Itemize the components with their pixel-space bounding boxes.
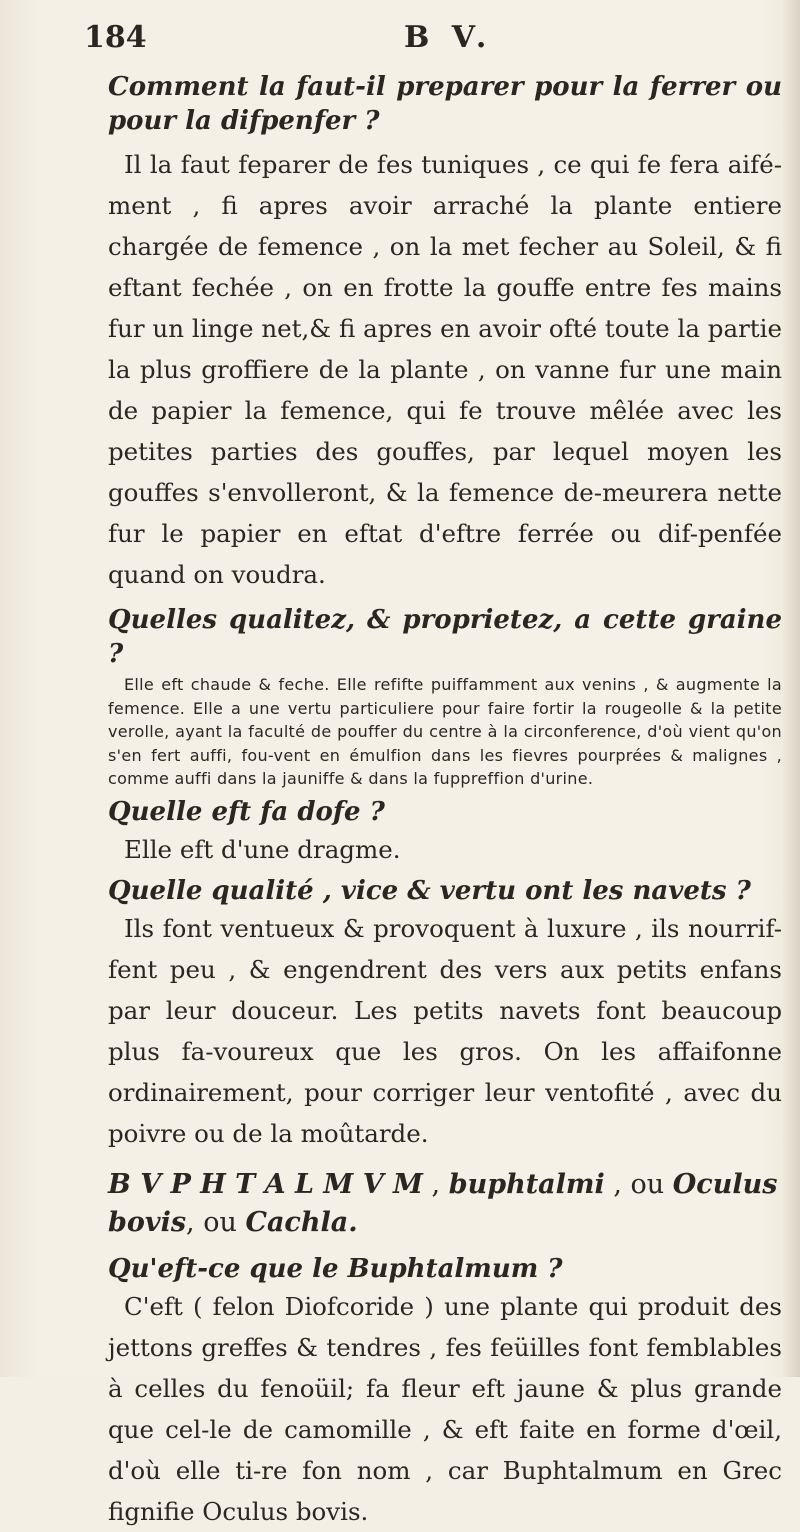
entry-sep-2: , ou: [604, 1168, 673, 1200]
question-buphtalmum: Qu'eft-ce que le Buphtalmum ?: [108, 1253, 563, 1284]
answer-buphtalmum: C'eft ( felon Diofcoride ) une plante qui produit des jettons greffes & tendres , fes feüilles font femblables à celles du fenoüil; fa fleur eft jaune & plus grande que cel-le de camomille , & eft faite en forme d'œil, d'où elle ti-re fon nom , car Buphtalmum en Grec fignifie Oculus bovis.: [108, 1291, 782, 1526]
answer-qualities: Elle eft chaude & feche. Elle refifte puiffamment aux venins , & augmente la femence. Elle a une vertu particuliere pour faire fortir la rougeolle & la petite verolle, ayant la faculté de pouffer du centre à la circonference, d'où vient qu'on s'en fert auffi, fou-vent en émulfion dans les fievres pourprées & malignes , comme auffi dans la jauniffe & dans la fuppreffion d'urine.: [108, 675, 782, 788]
question-dose: Quelle eft fa dofe ?: [108, 796, 385, 827]
running-header: [84, 20, 784, 60]
page-number: 184: [84, 20, 147, 55]
entry-alt-2: Oculus bovis: [108, 1168, 778, 1238]
question-navets: Quelle qualité , vice & vertu ont les navets ?: [108, 875, 751, 906]
question-preparation: Comment la faut-il preparer pour la ferrer ou pour la difpenfer ?: [108, 72, 782, 136]
entry-heading-buphtalmum: [108, 1166, 782, 1242]
question-qualities: Quelles qualitez, & proprietez, a cette graine ?: [108, 605, 782, 669]
entry-name: B V P H T A L M V M: [108, 1168, 423, 1200]
answer-navets: Ils font ventueux & provoquent à luxure , ils nourrif-fent peu , & engendrent des vers aux petits enfans par leur douceur. Les petits navets font beaucoup plus fa-voureux que les gros. On les affaifonne ordinairement, pour corriger leur ventofité , avec du poivre ou de la moûtarde.: [108, 913, 782, 1148]
entry-alt-3: Cachla.: [245, 1206, 358, 1238]
entry-sep-1: ,: [422, 1168, 449, 1200]
answer-preparation: Il la faut feparer de fes tuniques , ce qui fe fera aifé-ment , fi apres avoir arraché la plante entiere chargée de femence , on la met fecher au Soleil, & fi eftant fechée , on en frotte la gouffe entre fes mains fur un linge net,& fi apres en avoir ofté toute la partie la plus groffiere de la plante , on vanne fur une main de papier la femence, qui fe trouve mêlée avec les petites parties des gouffes, par lequel moyen les gouffes s'envolleront, & la femence de-meurera nette fur le papier en eftat d'eftre ferrée ou dif-penfée quand on voudra.: [108, 150, 782, 589]
running-title: B V.: [404, 20, 493, 55]
entry-sep-3: , ou: [186, 1206, 246, 1238]
entry-alt-1: buphtalmi: [448, 1168, 605, 1200]
page-edge-shadow: [782, 0, 800, 1377]
answer-dose: Elle eft d'une dragme.: [124, 834, 401, 864]
page-text: [108, 70, 782, 1532]
